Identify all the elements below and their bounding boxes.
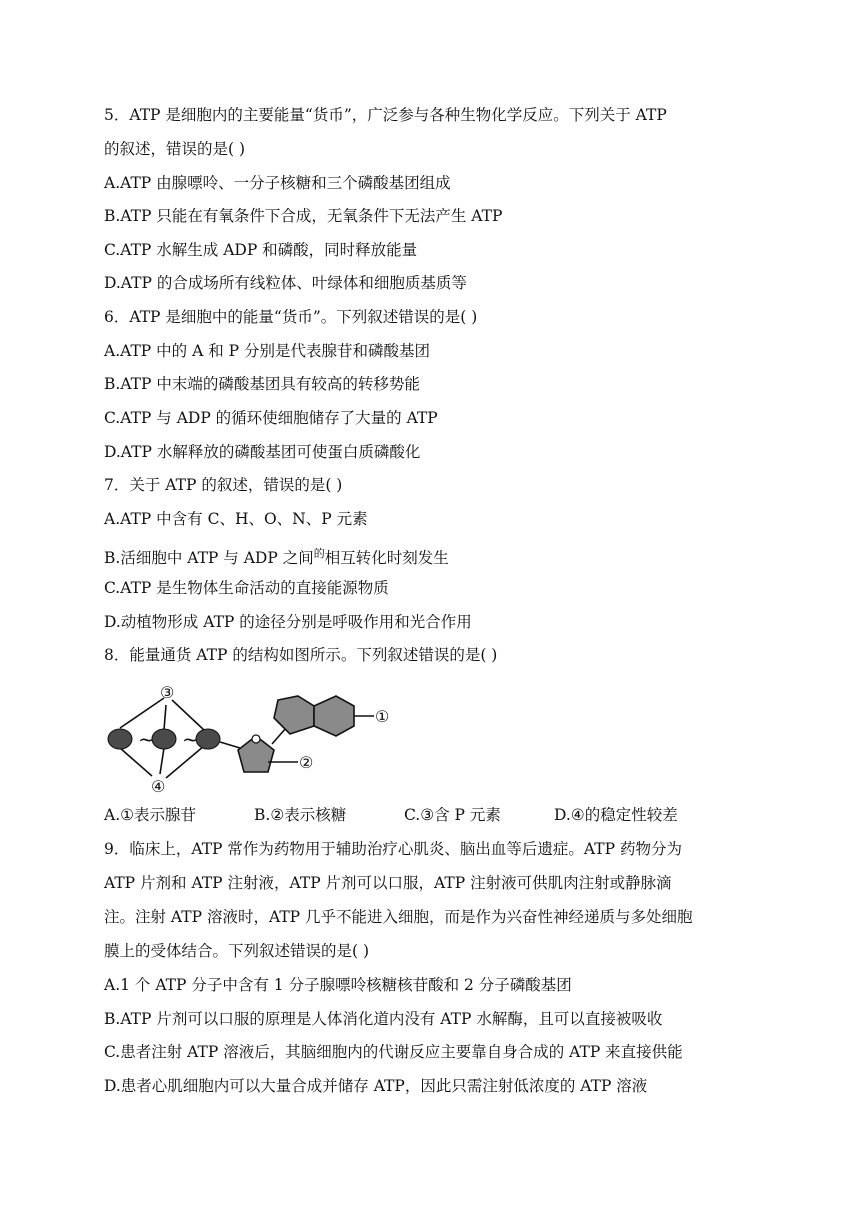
q5-option-c: C.ATP 水解生成 ADP 和磷酸，同时释放能量 xyxy=(104,241,418,259)
q7-option-c: C.ATP 是生物体生命活动的直接能源物质 xyxy=(104,579,389,597)
high-energy-bond-2: ~ xyxy=(182,727,199,751)
q9-option-d: D.患者心肌细胞内可以大量合成并储存 ATP，因此只需注射低浓度的 ATP 溶液 xyxy=(104,1077,648,1095)
q7-option-b-pre: B.活细胞中 ATP 与 ADP 之间 xyxy=(104,549,314,567)
label-two: ② xyxy=(299,753,314,772)
bond-line xyxy=(164,705,166,730)
adenine-six-ring xyxy=(314,696,354,736)
q5-option-b: B.ATP 只能在有氧条件下合成，无氧条件下无法产生 ATP xyxy=(104,207,503,225)
phosphate-group xyxy=(108,729,132,749)
q9-stem-line3: 注。注射 ATP 溶液时，ATP 几乎不能进入细胞，而是作为兴奋性神经递质与多处细胞 xyxy=(104,908,693,926)
adenine-five-ring xyxy=(274,696,314,734)
q7-option-b-post: 相互转化时刻发生 xyxy=(324,549,449,567)
q9-stem-line4: 膜上的受体结合。下列叙述错误的是( ) xyxy=(104,942,370,960)
q6-option-c: C.ATP 与 ADP 的循环使细胞储存了大量的 ATP xyxy=(104,409,438,427)
bond-line xyxy=(272,728,286,744)
q9-stem-line1: 9．临床上，ATP 常作为药物用于辅助治疗心肌炎、脑出血等后遗症。ATP 药物分为 xyxy=(104,840,682,858)
q5-option-d: D.ATP 的合成场所有线粒体、叶绿体和细胞质基质等 xyxy=(104,274,467,292)
q9-option-a: A.1 个 ATP 分子中含有 1 分子腺嘌呤核糖核苷酸和 2 分子磷酸基团 xyxy=(104,976,572,994)
q8-stem: 8．能量通货 ATP 的结构如图所示。下列叙述错误的是( ) xyxy=(104,646,498,664)
q6-option-d: D.ATP 水解释放的磷酸基团可使蛋白质磷酸化 xyxy=(104,443,421,461)
q7-option-b-sup: 的 xyxy=(313,547,325,560)
q6-option-b: B.ATP 中末端的磷酸基团具有较高的转移势能 xyxy=(104,375,420,393)
bond-line xyxy=(120,748,152,776)
q5-stem-line1: 5．ATP 是细胞内的主要能量“货币”，广泛参与各种生物化学反应。下列关于 ATP xyxy=(104,106,667,124)
q9-option-c: C.患者注射 ATP 溶液后，其脑细胞内的代谢反应主要靠自身合成的 ATP 来直接供能 xyxy=(104,1043,683,1061)
phosphate-group xyxy=(196,729,220,749)
bond-line xyxy=(172,700,204,730)
q5-option-a: A.ATP 由腺嘌呤、一分子核糖和三个磷酸基团组成 xyxy=(104,174,451,192)
phosphate-group xyxy=(152,729,176,749)
bond-line xyxy=(120,698,164,728)
q8-option-c: C.③含 P 元素 xyxy=(404,806,501,824)
q9-stem-line2: ATP 片剂和 ATP 注射液，ATP 片剂可以口服，ATP 注射液可供肌肉注射或静脉滴 xyxy=(104,874,672,892)
label-one: ① xyxy=(375,707,390,726)
q7-option-d: D.动植物形成 ATP 的途径分别是呼吸作用和光合作用 xyxy=(104,613,472,631)
label-three: ③ xyxy=(160,683,175,702)
q7-option-b xyxy=(104,543,449,569)
q9-option-b: B.ATP 片剂可以口服的原理是人体消化道内没有 ATP 水解酶，且可以直接被吸收 xyxy=(104,1010,663,1028)
ring-oxygen xyxy=(252,735,260,743)
q7-stem: 7．关于 ATP 的叙述，错误的是( ) xyxy=(104,476,343,494)
q6-stem: 6．ATP 是细胞中的能量“货币”。下列叙述错误的是( ) xyxy=(104,308,478,326)
bond-line xyxy=(160,748,164,774)
label-four: ④ xyxy=(151,777,166,796)
q8-option-a: A.①表示腺苷 xyxy=(104,806,197,824)
q7-option-a: A.ATP 中含有 C、H、O、N、P 元素 xyxy=(104,510,368,528)
bond-line xyxy=(220,742,240,748)
q8-option-b: B.②表示核糖 xyxy=(254,806,347,824)
high-energy-bond-1: ~ xyxy=(138,727,155,751)
q8-options-row xyxy=(104,804,764,826)
atp-structure-diagram xyxy=(100,678,400,798)
q8-option-d: D.④的稳定性较差 xyxy=(554,806,678,824)
q6-option-a: A.ATP 中的 A 和 P 分别是代表腺苷和磷酸基团 xyxy=(104,342,430,360)
q5-stem-line2: 的叙述，错误的是( ) xyxy=(104,140,246,158)
atp-structure-figure xyxy=(100,678,400,798)
